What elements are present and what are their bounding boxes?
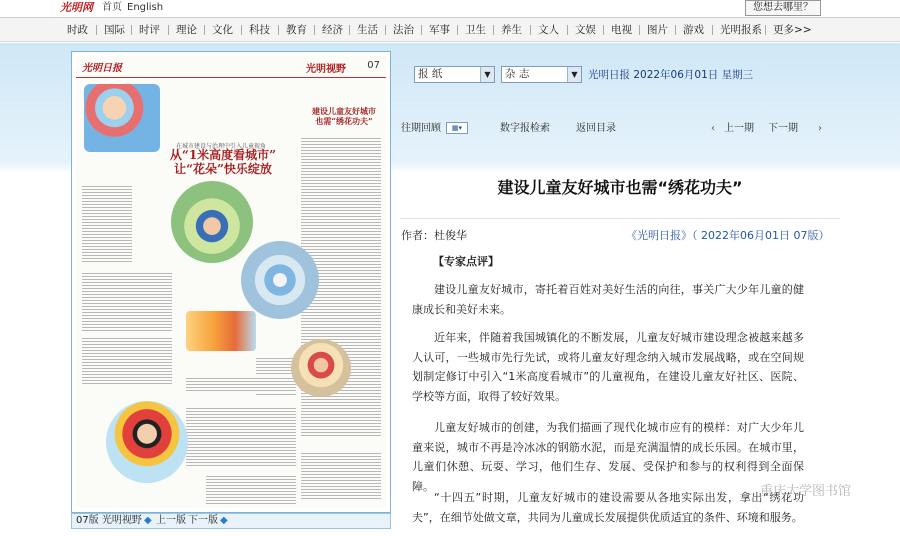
chevron-down-icon: ▼: [567, 67, 581, 82]
nav-separator: [421, 25, 422, 35]
nav-item-4[interactable]: 文化: [212, 24, 233, 36]
nav-separator: [278, 25, 279, 35]
nav-item-3[interactable]: 理论: [176, 24, 197, 36]
nav-separator: [457, 25, 458, 35]
magazine-select[interactable]: [501, 66, 582, 83]
text-column: [301, 451, 381, 501]
next-page-icon: ◆: [220, 515, 228, 526]
nav-item-6[interactable]: 教育: [286, 24, 307, 36]
article-paragraph-3: 儿童友好城市的创建，为我们描画了现代化城市应有的模样：对广大少年儿童来说，城市不再是冷冰冰的钢筋水泥，而是充满温情的成长乐园。在城市里，儿童们休憩、玩耍、学习，他们生存、发展、受保护和参与的权利得到全面保障。: [412, 421, 804, 493]
chevron-down-icon: ▼: [480, 67, 494, 82]
prev-page-icon: ◆: [144, 515, 152, 526]
nav-item-15[interactable]: 电视: [611, 24, 632, 36]
nav-item-16[interactable]: 图片: [647, 24, 668, 36]
next-issue-link[interactable]: 下一期: [768, 123, 798, 134]
newspaper-headline-line1: 从“1米高度看城市”: [169, 148, 277, 162]
family-photo: [291, 339, 351, 397]
playground-photo: [241, 241, 319, 319]
nav-separator: [712, 25, 713, 35]
nav-separator: [765, 25, 766, 35]
nav-item-5[interactable]: 科技: [249, 24, 270, 36]
child-playing-photo: [171, 181, 253, 263]
article-paragraph-2: 近年来，伴随着我国城镇化的不断发展，儿童友好城市建设理念被越来越多人认可，一些城市先行先试，或将儿童友好理念纳入城市发展战略，或在空间规划制定修订中引入“1米高度看城市”的儿童视角，在建设儿童友好社区、医院、学校等方面，取得了较好效果。: [412, 331, 804, 403]
library-watermark: 重庆大学图书馆: [760, 484, 852, 499]
article-paragraph-1: 建设儿童友好城市，寄托着百姓对美好生活的向往，事关广大少年儿童的健康成长和美好未来。: [412, 283, 804, 316]
kids-group-photo: [186, 311, 256, 351]
nav-separator: [385, 25, 386, 35]
english-link[interactable]: English: [127, 2, 164, 13]
top-bar: [0, 0, 900, 17]
newspaper-subtitle: 在城市建设与治理中引入儿童视角: [175, 143, 266, 150]
paper-select[interactable]: [414, 66, 495, 83]
nav-item-11[interactable]: 卫生: [465, 24, 486, 36]
text-column: [186, 406, 296, 466]
magazine-select-value: 杂 志: [505, 68, 530, 80]
nav-item-2[interactable]: 时评: [139, 24, 160, 36]
nav-item-13[interactable]: 文人: [538, 24, 559, 36]
nav-item-17[interactable]: 游戏: [683, 24, 704, 36]
next-page-link[interactable]: 下一版: [188, 515, 218, 526]
current-page-label: 07版 光明视野: [76, 515, 142, 526]
back-to-toc-link[interactable]: 返回目录: [576, 123, 616, 134]
nav-item-10[interactable]: 军事: [429, 24, 450, 36]
newspaper-page-number: 07: [367, 60, 380, 71]
nav-item-8[interactable]: 生活: [357, 24, 378, 36]
nav-separator: [493, 25, 494, 35]
nav-item-19[interactable]: 更多>>: [773, 24, 812, 36]
where-to-go-button[interactable]: 您想去哪里？: [745, 0, 821, 16]
prev-issue-icon: ‹: [711, 123, 715, 134]
article-author: 作者：杜俊华: [401, 229, 467, 242]
nav-separator: [639, 25, 640, 35]
nav-separator: [675, 25, 676, 35]
newspaper-section-name: 光明视野: [306, 64, 346, 75]
article-source[interactable]: 《光明日报》（ 2022年06月01日 07版）: [626, 229, 830, 242]
next-issue-icon: ›: [818, 123, 822, 134]
nav-item-12[interactable]: 养生: [501, 24, 522, 36]
nav-separator: [168, 25, 169, 35]
newspaper-page-header: [76, 56, 386, 78]
nav-separator: [349, 25, 350, 35]
prev-page-link[interactable]: 上一版: [156, 515, 186, 526]
article-paragraph-4: “十四五”时期，儿童友好城市的建设需要从各地实际出发，拿出“绣花功夫”，在细节处做文章，共同为儿童成长发展提供优质适宜的条件、环境和服务。: [412, 491, 804, 524]
nav-item-9[interactable]: 法治: [393, 24, 414, 36]
page-navigation-bar: [71, 513, 391, 529]
newspaper-page-image[interactable]: [76, 56, 386, 508]
newspaper-side-headline: [308, 106, 380, 126]
nav-item-1[interactable]: 国际: [104, 24, 125, 36]
nav-item-18[interactable]: 光明报系: [720, 24, 762, 36]
site-logo[interactable]: 光明网: [60, 1, 93, 14]
past-review-label: 往期回顾: [401, 123, 441, 134]
article-title: 建设儿童友好城市也需“绣花功夫”: [497, 178, 743, 197]
divider: [400, 218, 840, 219]
nav-separator: [530, 25, 531, 35]
nav-separator: [314, 25, 315, 35]
prev-issue-link[interactable]: 上一期: [724, 123, 754, 134]
main-nav: [0, 17, 900, 42]
newspaper-side-headline-line2: 也需“绣花功夫”: [315, 116, 373, 126]
calendar-icon: ▦▾: [451, 124, 463, 132]
newspaper-logo: 光明日报: [82, 63, 122, 74]
calendar-picker[interactable]: [446, 122, 468, 134]
newspaper-side-headline-line1: 建设儿童友好城市: [312, 106, 376, 116]
nav-item-14[interactable]: 文娱: [575, 24, 596, 36]
newspaper-headline: [138, 148, 308, 176]
nav-separator: [131, 25, 132, 35]
issue-date-info: 光明日报 2022年06月01日 星期三: [588, 69, 754, 81]
nav-item-0[interactable]: 时政: [67, 24, 88, 36]
digital-search-link[interactable]: 数字报检索: [500, 123, 550, 134]
text-column: [82, 336, 172, 386]
text-column: [206, 474, 296, 504]
nav-separator: [204, 25, 205, 35]
girl-photo: [106, 401, 188, 483]
text-column: [82, 184, 132, 264]
text-column: [82, 271, 172, 331]
nav-separator: [241, 25, 242, 35]
nav-separator: [96, 25, 97, 35]
newspaper-page-frame: [71, 51, 391, 513]
home-link[interactable]: 首页: [102, 2, 122, 13]
nav-item-7[interactable]: 经济: [322, 24, 343, 36]
expert-comment-label: 【专家点评】: [433, 255, 499, 268]
nav-separator: [567, 25, 568, 35]
paper-select-value: 报 纸: [418, 68, 443, 80]
newspaper-headline-line2: 让“花朵”快乐绽放: [174, 162, 272, 176]
nav-separator: [603, 25, 604, 35]
text-column: [186, 376, 296, 392]
